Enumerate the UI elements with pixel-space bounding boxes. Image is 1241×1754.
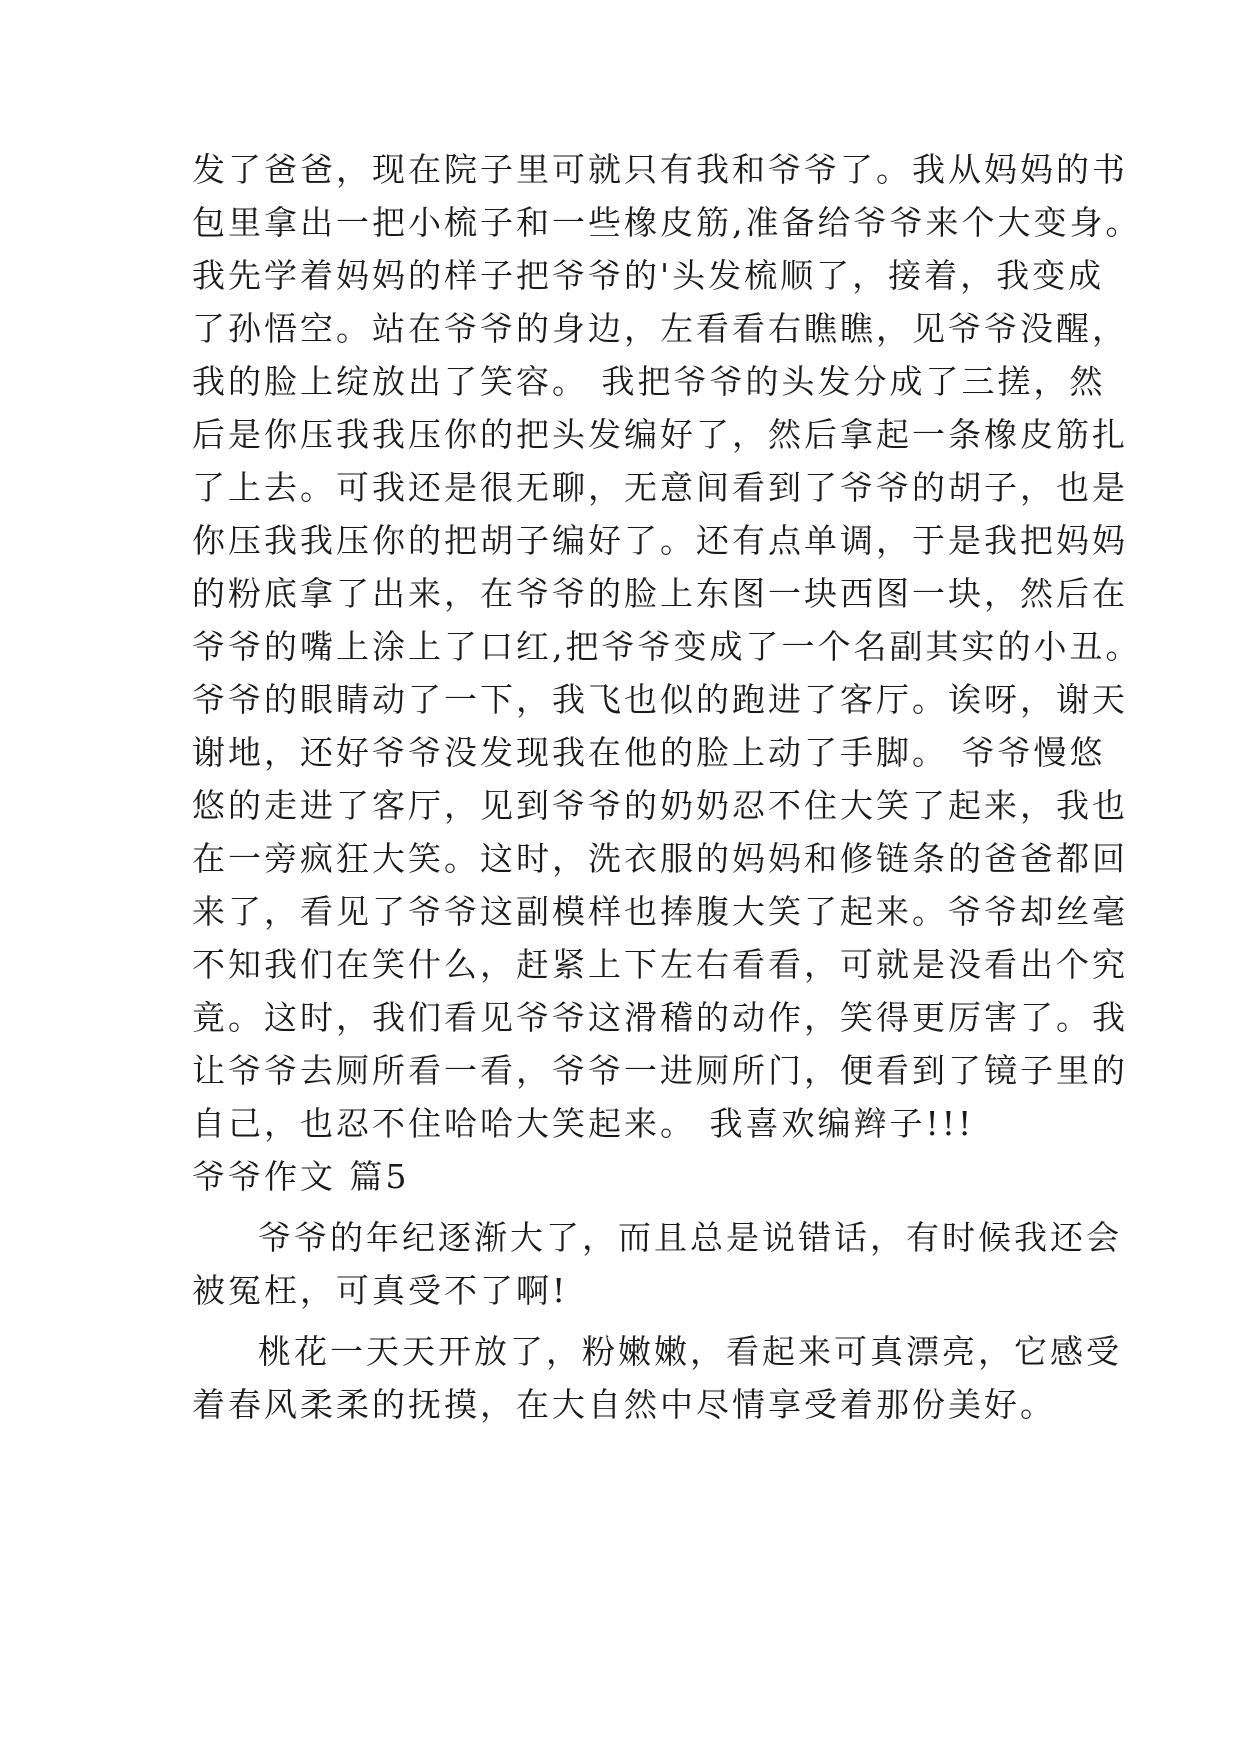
text-line: 让爷爷去厕所看一看，爷爷一进厕所门，便看到了镜子里的: [192, 1051, 1128, 1090]
paragraph-first-line: 桃花一天天开放了，粉嫩嫩，看起来可真漂亮，它感受: [258, 1332, 1122, 1371]
text-line: 竟。这时，我们看见爷爷这滑稽的动作，笑得更厉害了。我: [192, 998, 1128, 1037]
text-line: 的粉底拿了出来，在爷爷的脸上东图一块西图一块，然后在: [192, 574, 1128, 613]
text-line: 自己，也忍不住哈哈大笑起来。 我喜欢编辫子!!!: [192, 1104, 975, 1143]
text-line: 包里拿出一把小梳子和一些橡皮筋,准备给爷爷来个大变身。: [192, 203, 1142, 242]
text-line: 悠的走进了客厅，见到爷爷的奶奶忍不住大笑了起来，我也: [192, 786, 1128, 825]
section-heading: 爷爷作文 篇5: [192, 1157, 410, 1196]
text-line: 来了，看见了爷爷这副模样也捧腹大笑了起来。爷爷却丝毫: [192, 892, 1128, 931]
text-line: 了上去。可我还是很无聊，无意间看到了爷爷的胡子，也是: [192, 468, 1128, 507]
text-line: 后是你压我我压你的把头发编好了，然后拿起一条橡皮筋扎: [192, 415, 1128, 454]
text-line: 不知我们在笑什么，赶紧上下左右看看，可就是没看出个究: [192, 945, 1128, 984]
paragraph-first-line: 爷爷的年纪逐渐大了，而且总是说错话，有时候我还会: [258, 1218, 1122, 1257]
text-line: 你压我我压你的把胡子编好了。还有点单调，于是我把妈妈: [192, 521, 1128, 560]
text-line: 谢地，还好爷爷没发现我在他的脸上动了手脚。 爷爷慢悠: [192, 733, 1106, 772]
text-line: 爷爷的嘴上涂上了口红,把爷爷变成了一个名副其实的小丑。: [192, 627, 1142, 666]
text-line: 我先学着妈妈的样子把爷爷的'头发梳顺了，接着，我变成: [192, 256, 1105, 295]
text-line: 我的脸上绽放出了笑容。 我把爷爷的头发分成了三搓，然: [192, 362, 1106, 401]
text-line: 被冤枉，可真受不了啊!: [192, 1271, 569, 1310]
text-line: 在一旁疯狂大笑。这时，洗衣服的妈妈和修链条的爸爸都回: [192, 839, 1128, 878]
text-line: 着春风柔柔的抚摸，在大自然中尽情享受着那份美好。: [192, 1385, 1056, 1424]
text-line: 了孙悟空。站在爷爷的身边，左看看右瞧瞧，见爷爷没醒，: [192, 309, 1128, 348]
text-line: 发了爸爸，现在院子里可就只有我和爷爷了。我从妈妈的书: [192, 150, 1128, 189]
text-line: 爷爷的眼睛动了一下，我飞也似的跑进了客厅。诶呀，谢天: [192, 680, 1128, 719]
